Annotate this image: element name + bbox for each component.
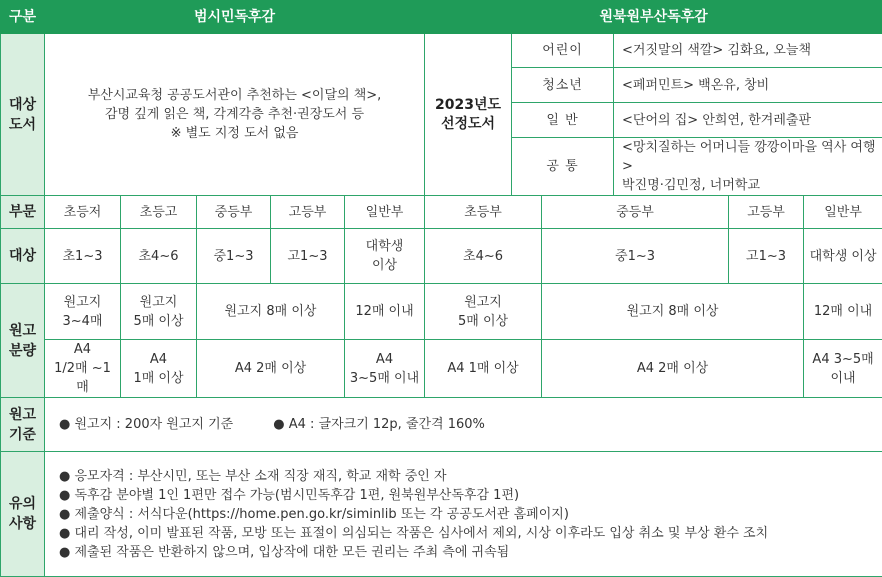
eligibility-cell: 중1~3 bbox=[197, 229, 271, 284]
division-cell: 일반부 bbox=[804, 196, 882, 229]
eligibility-cell: 초4~6 bbox=[121, 229, 197, 284]
criteria-cell bbox=[45, 398, 882, 452]
length-cell: 원고지 5매 이상 bbox=[121, 284, 197, 340]
note-item: ● 제출된 작품은 반환하지 않으며, 입상작에 대한 모든 권리는 주최 측에 귀속됨 bbox=[59, 543, 879, 562]
division-cell: 초등부 bbox=[425, 196, 542, 229]
note-item: ● 제출양식 : 서식다운(https://home.pen.go.kr/siminlib 또는 각 공공도서관 홈페이지) bbox=[59, 505, 879, 524]
length-cell: A4 2매 이상 bbox=[197, 340, 345, 398]
header-simin: 범시민독후감 bbox=[45, 1, 425, 34]
book-title: <망치질하는 어머니들 깡깡이마을 역사 여행> 박진명·김민정, 너머학교 bbox=[614, 138, 882, 196]
length-cell: 원고지 3~4매 bbox=[45, 284, 121, 340]
eligibility-cell: 고1~3 bbox=[729, 229, 804, 284]
division-row bbox=[1, 196, 882, 229]
length-cell: 원고지 5매 이상 bbox=[425, 284, 542, 340]
criteria-row bbox=[1, 398, 882, 452]
notes-cell bbox=[45, 452, 882, 577]
length-cell: 12매 이내 bbox=[345, 284, 425, 340]
division-cell: 초등고 bbox=[121, 196, 197, 229]
length-cell: A4 1/2매 ~1매 bbox=[45, 340, 121, 398]
book-title: <거짓말의 색깔> 김화요, 오늘책 bbox=[614, 34, 882, 68]
book-title: <단어의 집> 안희연, 한겨레출판 bbox=[614, 103, 882, 138]
book-category: 공 통 bbox=[512, 138, 614, 196]
year-label: 2023년도 선정도서 bbox=[425, 34, 512, 196]
length-cell: A4 1매 이상 bbox=[121, 340, 197, 398]
criteria-label: 원고 기준 bbox=[1, 398, 45, 452]
note-item: ● 대리 작성, 이미 발표된 작품, 모방 또는 표절이 의심되는 작품은 심사에서 제외, 시상 이후라도 입상 취소 및 부상 환수 조치 bbox=[59, 524, 879, 543]
eligibility-cell: 대학생 이상 bbox=[345, 229, 425, 284]
length-label: 원고 분량 bbox=[1, 284, 45, 398]
length-cell: 원고지 8매 이상 bbox=[542, 284, 804, 340]
eligibility-cell: 중1~3 bbox=[542, 229, 729, 284]
division-cell: 고등부 bbox=[271, 196, 345, 229]
eligibility-row bbox=[1, 229, 882, 284]
eligibility-label: 대상 bbox=[1, 229, 45, 284]
notes-label: 유의 사항 bbox=[1, 452, 45, 577]
book-category: 청소년 bbox=[512, 68, 614, 103]
book-title: <페퍼민트> 백온유, 창비 bbox=[614, 68, 882, 103]
division-cell: 중등부 bbox=[197, 196, 271, 229]
length-cell: A4 2매 이상 bbox=[542, 340, 804, 398]
eligibility-cell: 대학생 이상 bbox=[804, 229, 882, 284]
length-cell: A4 3~5매 이내 bbox=[345, 340, 425, 398]
simin-books-text: 부산시교육청 공공도서관이 추천하는 <이달의 책>, 감명 깊게 읽은 책, 각계각층 추천·권장도서 등 ※ 별도 지정 도서 없음 bbox=[45, 34, 425, 196]
note-item: ● 독후감 분야별 1인 1편만 접수 가능(범시민독후감 1편, 원북원부산독후감 1편) bbox=[59, 486, 879, 505]
length-cell: A4 1매 이상 bbox=[425, 340, 542, 398]
book-category: 일 반 bbox=[512, 103, 614, 138]
target-books-row bbox=[1, 34, 882, 68]
division-cell: 초등저 bbox=[45, 196, 121, 229]
eligibility-cell: 초1~3 bbox=[45, 229, 121, 284]
division-cell: 고등부 bbox=[729, 196, 804, 229]
length-cell: A4 3~5매 이내 bbox=[804, 340, 882, 398]
division-label: 부문 bbox=[1, 196, 45, 229]
length-cell: 12매 이내 bbox=[804, 284, 882, 340]
header-category: 구분 bbox=[1, 1, 45, 34]
eligibility-cell: 초4~6 bbox=[425, 229, 542, 284]
header-onebook: 원북원부산독후감 bbox=[425, 1, 882, 34]
header-row bbox=[1, 1, 882, 34]
criteria-item: ● 원고지 : 200자 원고지 기준 bbox=[59, 415, 233, 434]
division-cell: 일반부 bbox=[345, 196, 425, 229]
length-row-2 bbox=[1, 340, 882, 398]
note-item: ● 응모자격 : 부산시민, 또는 부산 소재 직장 재직, 학교 재학 중인 자 bbox=[59, 467, 879, 486]
length-row-1 bbox=[1, 284, 882, 340]
division-cell: 중등부 bbox=[542, 196, 729, 229]
eligibility-cell: 고1~3 bbox=[271, 229, 345, 284]
notes-row bbox=[1, 452, 882, 577]
book-category: 어린이 bbox=[512, 34, 614, 68]
length-cell: 원고지 8매 이상 bbox=[197, 284, 345, 340]
criteria-item: ● A4 : 글자크기 12p, 줄간격 160% bbox=[273, 415, 485, 434]
target-books-label: 대상 도서 bbox=[1, 34, 45, 196]
